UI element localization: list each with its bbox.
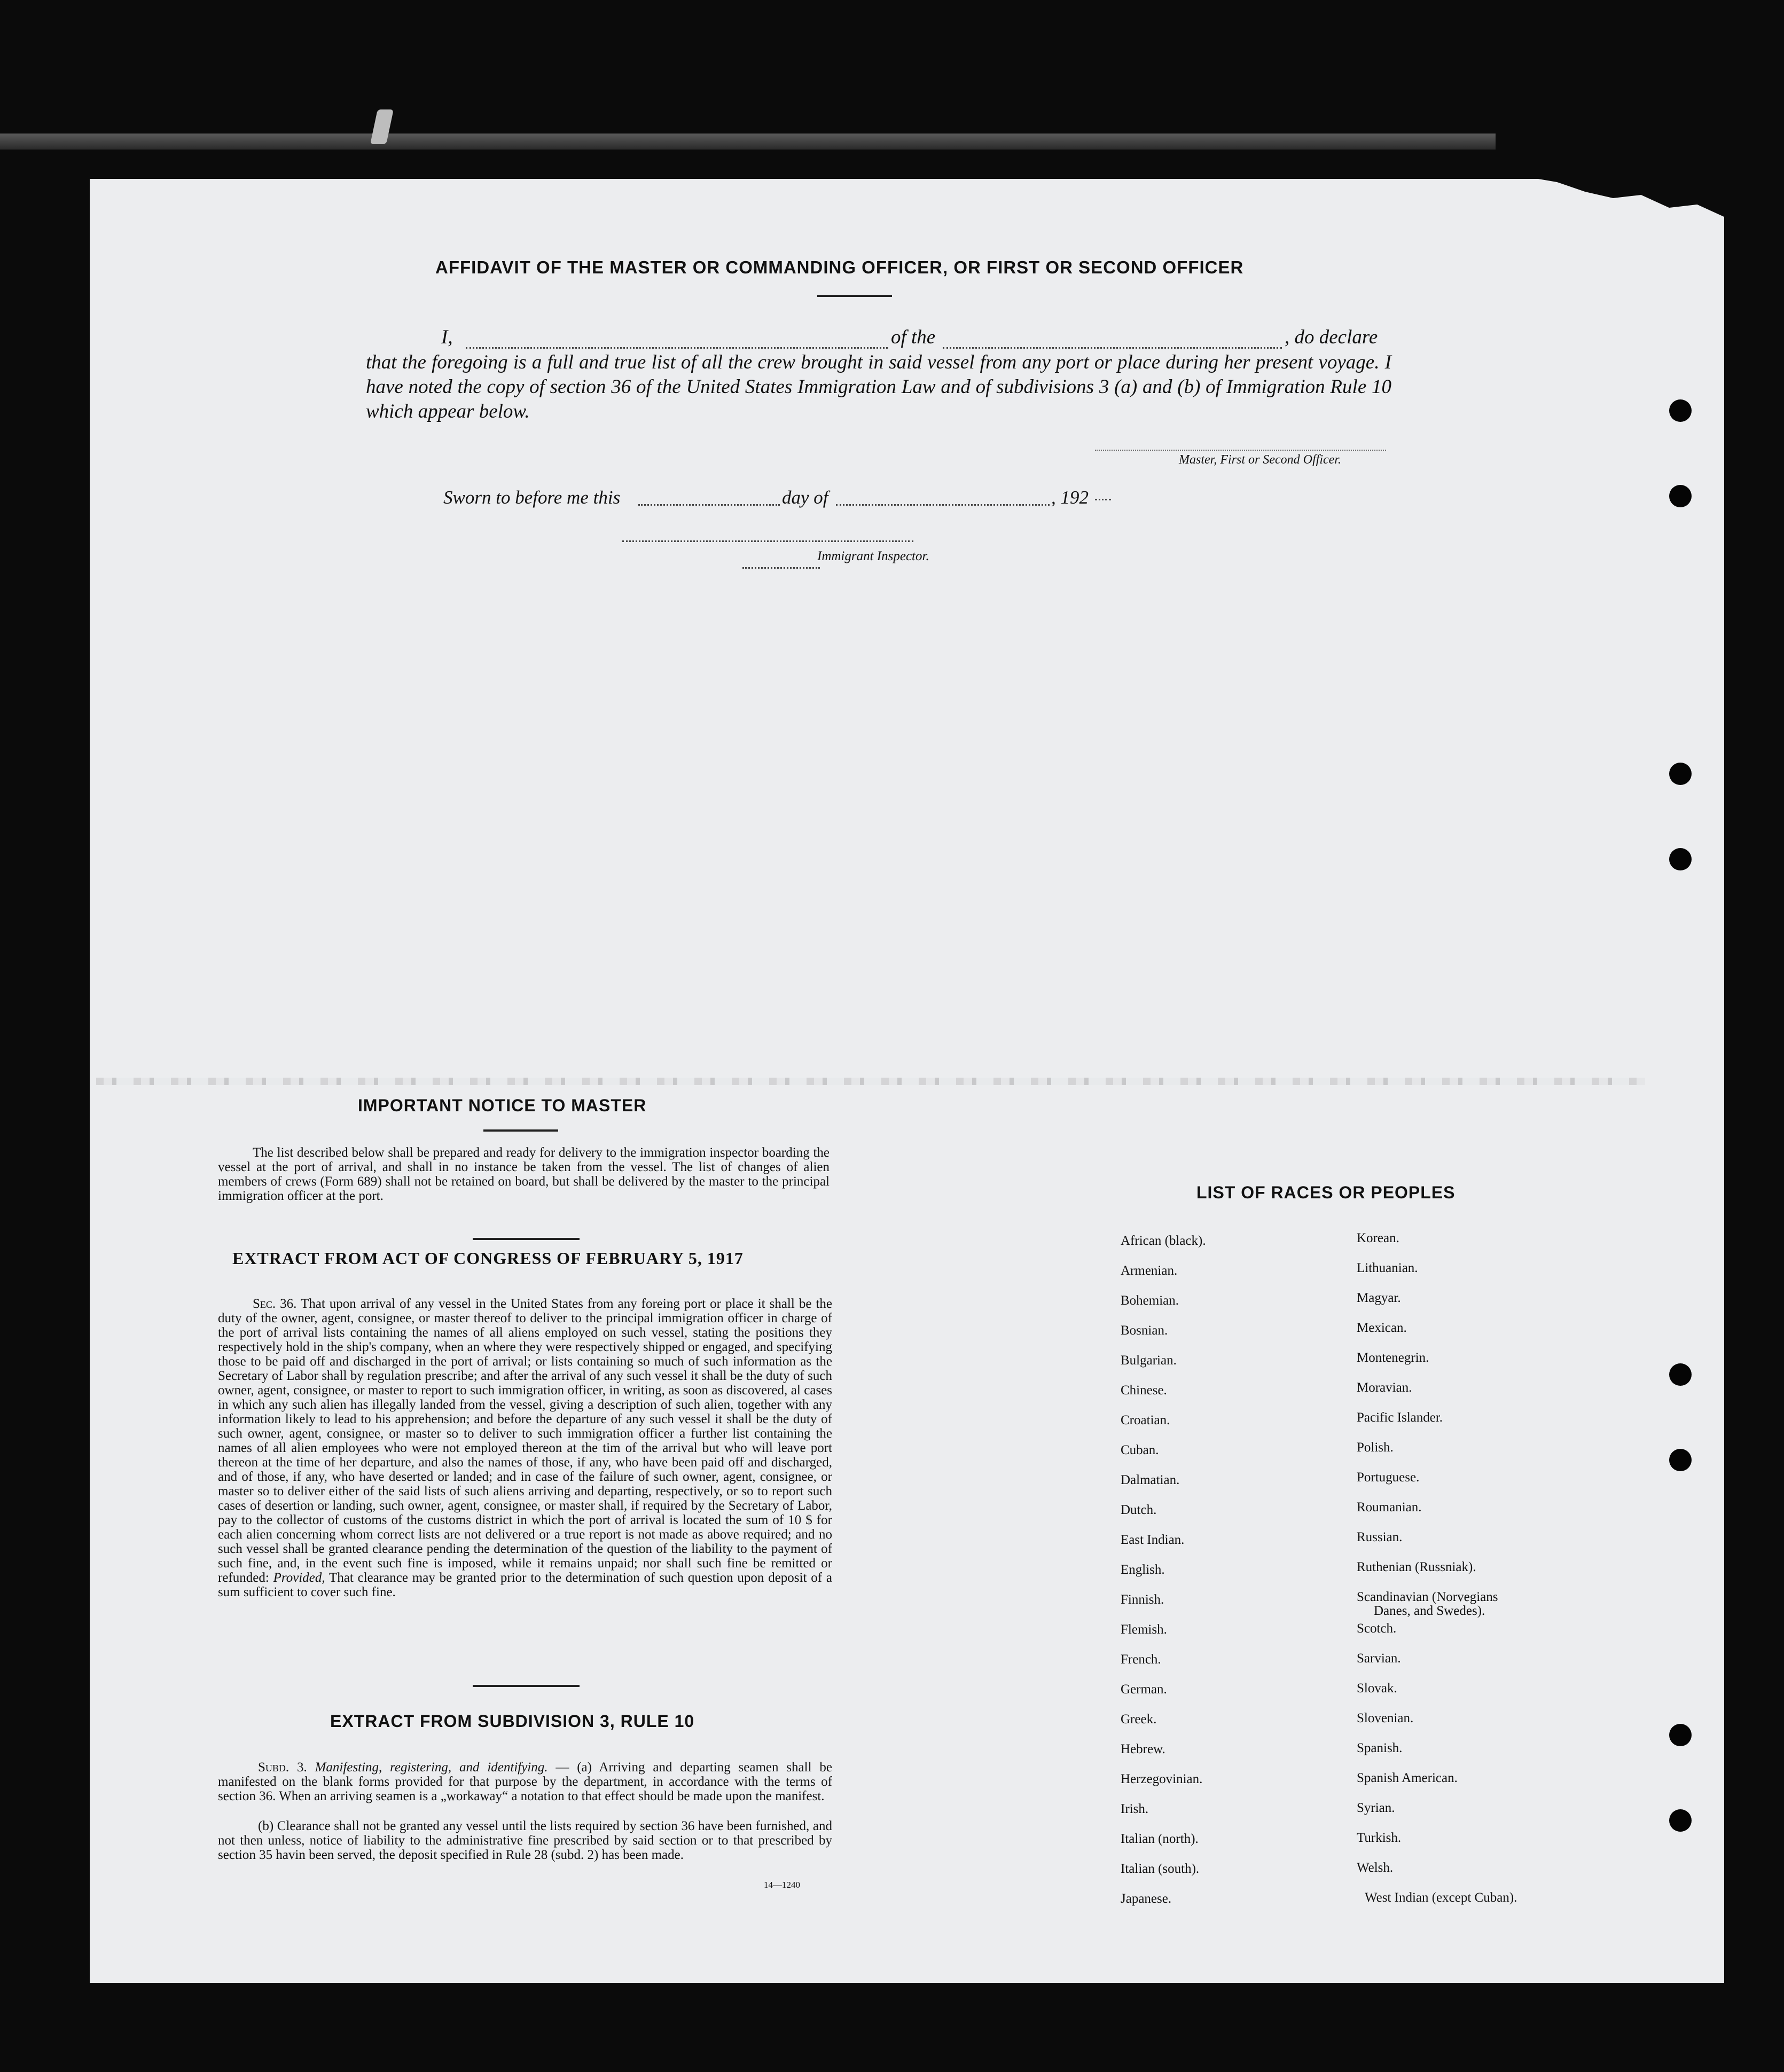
race-item: Montenegrin. xyxy=(1357,1351,1429,1365)
races-title: LIST OF RACES OR PEOPLES xyxy=(1196,1183,1456,1202)
race-item: Portuguese. xyxy=(1357,1470,1420,1485)
section-body: That upon arrival of any vessel in the United States from any foreing port or place it shall be the duty of the owner, agent, consignee, or master thereof to deliver to the principal immigration officer in charge of the port of arrival lists containing the names of all aliens employed on such vessel, stating the positions they respectively hold in the ship's company, when an where they were respectively shipped or engaged, and specifying those to be paid off and discharged in the port of arrival; or lists containing so much of such information as the Secretary of Labor shall by regulation prescribe; and after the arrival of any such vessel it shall be the duty of such owner, agent, consignee, or master to report to such immigration officer, in writing, as soon as discovered, al cases in which any such alien has illegally landed from the vessel, giving a description of such alien, together with any information likely to lead to his apprehension; and before the departure of any such vessel it shall be the duty of such owner, agent, consignee, or master so to deliver to such immigration officer a further list containing the names of all alien employees who were not employed thereon at the tim of the arrival but who will leave port thereon at the time of her departure, and also the names of those, if any, who have been paid off and discharged, and of those, if any, who have deserted or landed; and in case of the failure of such owner, agent, consignee, or master so to deliver either of the said lists of such aliens arriving and departing, respectively, or so to report such cases of desertion or landing, such owner, agent, consignee, or master shall, if required by the Secretary of Labor, pay to the collector of customs of the customs district in which the port of arrival is located the sum of 10 $ for each alien concerning whom correct lists are not delivered or a true report is not made as above required; and no such vessel shall be granted clearance pending the determination of the question of the liability to the payment of such fine, and, in the event such fine is imposed, while it remains unpaid; nor shall such fine be remitted or refunded: xyxy=(218,1297,832,1585)
race-item: Slovak. xyxy=(1357,1681,1397,1696)
master-signature-label: Master, First or Second Officer. xyxy=(1179,453,1341,467)
day-blank xyxy=(638,504,780,506)
form-number: 14—1240 xyxy=(764,1880,800,1890)
race-item: Italian (north). xyxy=(1121,1832,1199,1846)
race-item: West Indian (except Cuban). xyxy=(1365,1890,1517,1905)
race-item: Dalmatian. xyxy=(1121,1473,1180,1487)
race-item: Mexican. xyxy=(1357,1321,1407,1335)
race-item: East Indian. xyxy=(1121,1533,1185,1547)
race-item: French. xyxy=(1121,1652,1161,1667)
punch-hole xyxy=(1669,848,1692,870)
race-item: Finnish. xyxy=(1121,1592,1164,1607)
punch-hole xyxy=(1669,1809,1692,1832)
race-item: Croatian. xyxy=(1121,1413,1170,1427)
race-item: Bohemian. xyxy=(1121,1293,1179,1308)
year-blank xyxy=(1095,499,1111,500)
sworn-prefix: Sworn to before me this xyxy=(443,487,621,508)
race-item: Spanish American. xyxy=(1357,1771,1458,1785)
race-item: Flemish. xyxy=(1121,1622,1167,1637)
race-item: Japanese. xyxy=(1121,1892,1172,1906)
inspector-signature-line-2 xyxy=(742,567,820,569)
name-blank xyxy=(466,347,888,349)
provided-label: Provided, xyxy=(273,1571,325,1585)
vessel-blank xyxy=(943,347,1282,349)
race-item: Roumanian. xyxy=(1357,1500,1422,1514)
punch-hole xyxy=(1669,485,1692,507)
month-blank xyxy=(836,504,1050,506)
race-item: Armenian. xyxy=(1121,1263,1178,1278)
race-item: Spanish. xyxy=(1357,1741,1403,1755)
race-item: Turkish. xyxy=(1357,1831,1402,1845)
race-item: Moravian. xyxy=(1357,1380,1412,1395)
affidavit-statement: that the foregoing is a full and true list of all the crew brought in said vessel from any port or place during her present voyage. I have noted the copy of section 36 of the United States Immigration Law and of subdivisions 3 (a) and (b) of Immigration Rule 10 which appear below. xyxy=(366,351,1391,422)
rule-para-a xyxy=(218,1760,832,1803)
sworn-day-of: day of xyxy=(782,487,828,508)
declare-of-the: of the xyxy=(891,326,936,348)
punch-hole xyxy=(1669,1363,1692,1386)
punch-hole xyxy=(1669,1724,1692,1746)
race-item: Irish. xyxy=(1121,1802,1149,1816)
fold-line xyxy=(96,1078,1645,1085)
race-item: English. xyxy=(1121,1563,1165,1577)
race-item: Korean. xyxy=(1357,1231,1399,1245)
race-item: Herzegovinian. xyxy=(1121,1772,1203,1786)
race-item: Italian (south). xyxy=(1121,1862,1200,1876)
sworn-year: , 192 xyxy=(1051,487,1089,508)
race-item: Greek. xyxy=(1121,1712,1157,1726)
inspector-signature-line xyxy=(622,540,913,542)
act-section-36 xyxy=(218,1297,832,1599)
race-item: German. xyxy=(1121,1682,1167,1697)
rule-title: EXTRACT FROM SUBDIVISION 3, RULE 10 xyxy=(330,1712,695,1731)
notice-body: The list described below shall be prepared and ready for delivery to the immigration inspector boarding the vessel at the port of arrival, and shall in no instance be taken from the vessel. The list of changes of alien members of crews (Form 689) shall not be retained on board, but shall be delivered by the master to the principal immigration officer at the port. xyxy=(218,1145,830,1203)
title-underline xyxy=(817,295,892,297)
scanner-edge xyxy=(0,134,1496,150)
race-item: Hebrew. xyxy=(1121,1742,1165,1756)
act-title: EXTRACT FROM ACT OF CONGRESS OF FEBRUARY 5, 1917 xyxy=(232,1249,744,1268)
race-item: Scotch. xyxy=(1357,1621,1397,1636)
act-top-rule xyxy=(473,1238,580,1240)
subd-heading: Manifesting, registering, and identifying. xyxy=(315,1760,548,1775)
affidavit-title: AFFIDAVIT OF THE MASTER OR COMMANDING OFFICER, OR FIRST OR SECOND OFFICER xyxy=(435,257,1244,277)
race-item: Danes, and Swedes). xyxy=(1374,1604,1485,1618)
race-item: Bosnian. xyxy=(1121,1323,1168,1338)
section-label: Sec. 36. xyxy=(253,1297,297,1311)
race-item: Welsh. xyxy=(1357,1861,1394,1875)
race-item: Cuban. xyxy=(1121,1443,1159,1457)
inspector-label: Immigrant Inspector. xyxy=(817,549,929,563)
race-item: African (black). xyxy=(1121,1234,1206,1248)
race-item: Pacific Islander. xyxy=(1357,1410,1443,1425)
race-item: Sarvian. xyxy=(1357,1651,1401,1666)
master-signature-line xyxy=(1095,450,1386,451)
race-item: Chinese. xyxy=(1121,1383,1167,1398)
race-item: Slovenian. xyxy=(1357,1711,1414,1725)
punch-hole xyxy=(1669,1449,1692,1471)
race-item: Scandinavian (Norvegians xyxy=(1357,1590,1498,1604)
race-item: Ruthenian (Russniak). xyxy=(1357,1560,1476,1574)
punch-hole xyxy=(1669,763,1692,785)
notice-underline xyxy=(483,1129,558,1132)
race-item: Russian. xyxy=(1357,1530,1403,1544)
provided-body: That clearance may be granted prior to the determination of such question upon deposit of a sum sufficient to cover such fine. xyxy=(218,1571,832,1599)
notice-title: IMPORTANT NOTICE TO MASTER xyxy=(358,1096,647,1115)
declare-do-declare: , do declare xyxy=(1285,326,1378,348)
declare-i: I, xyxy=(441,326,453,348)
race-item: Polish. xyxy=(1357,1440,1394,1455)
subd-label: Subd. 3. xyxy=(258,1760,307,1775)
race-item: Bulgarian. xyxy=(1121,1353,1177,1368)
rule-para-b: (b) Clearance shall not be granted any vessel until the lists required by section 36 have been furnished, and not then unless, notice of liability to the administrative fine prescribed by said section or to that prescribed by section 35 havin been served, the deposit specified in Rule 28 (subd. 2) has been made. xyxy=(218,1819,832,1862)
act-bottom-rule xyxy=(473,1685,580,1687)
race-item: Syrian. xyxy=(1357,1801,1395,1815)
race-item: Dutch. xyxy=(1121,1503,1157,1517)
punch-hole xyxy=(1669,399,1692,422)
race-item: Magyar. xyxy=(1357,1291,1401,1305)
subd-a: — (a) Arriving and departing seamen shall be manifested on the blank forms provided for that purpose by the department, in accordance with the terms of section 36. When an arriving seamen is a „workaway“ a notation to that effect should be made upon the manifest. xyxy=(218,1760,832,1803)
race-item: Lithuanian. xyxy=(1357,1261,1418,1275)
